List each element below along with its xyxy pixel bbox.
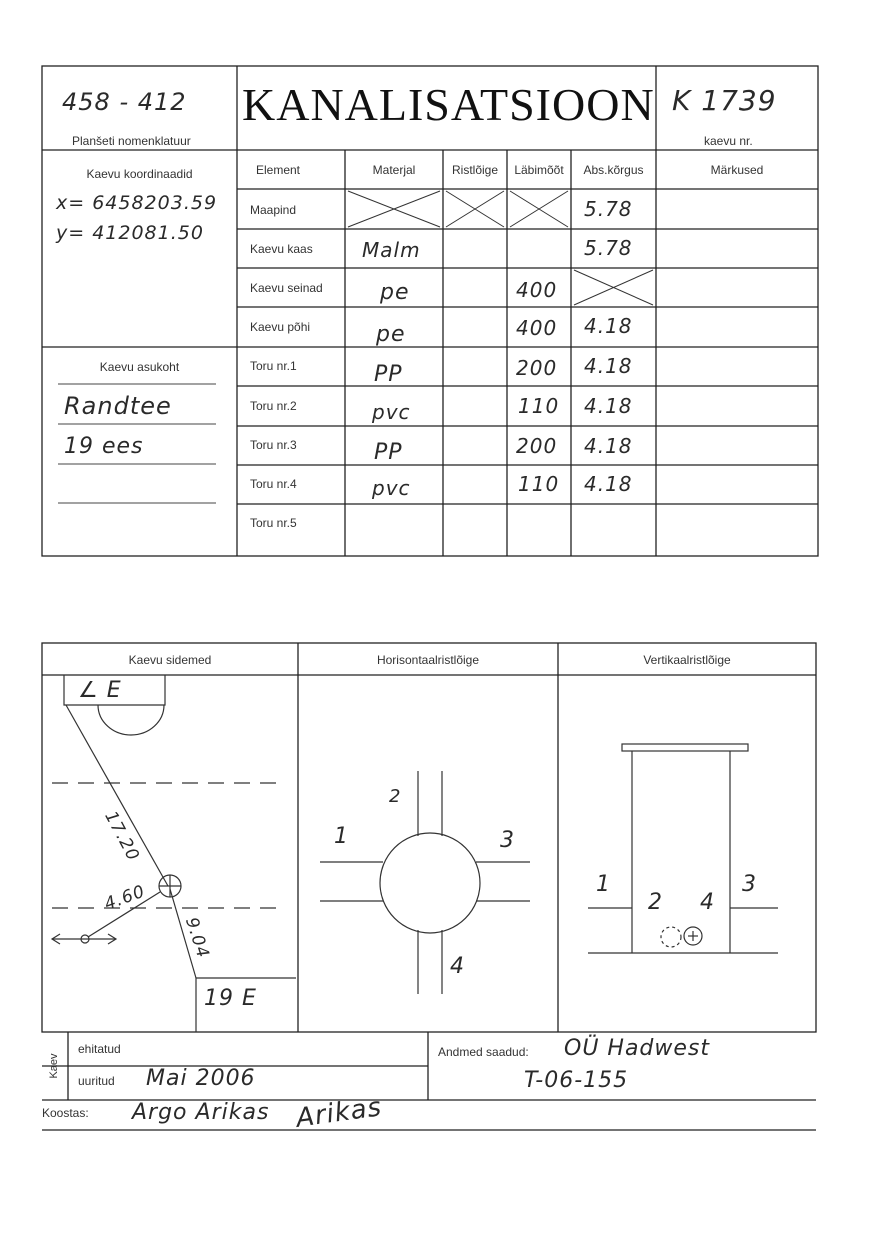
vertical-pipe-4: 4: [700, 890, 715, 915]
vertical-pipe-3: 3: [742, 872, 757, 897]
horizontal-pipe-3: 3: [500, 828, 515, 853]
row-element: Kaevu põhi: [250, 320, 311, 334]
row-height: 4.18: [584, 394, 633, 418]
location-label: Kaevu asukoht: [99, 360, 180, 374]
row-element: Maapind: [250, 203, 297, 217]
col-header-height: Abs.kõrgus: [583, 163, 644, 177]
page-title: KANALISATSIOON: [242, 79, 655, 130]
location-line-2: 19 ees: [64, 434, 144, 459]
row-element: Toru nr.5: [250, 516, 297, 530]
col-header-diameter: Läbimõõt: [514, 163, 564, 177]
data-source-reference: T-06-155: [524, 1068, 629, 1093]
sheet-number: 458 - 412: [62, 88, 187, 116]
coordinate-y: y= 412081.50: [56, 222, 204, 244]
row-diameter: 400: [516, 316, 558, 340]
vertical-pipe-1: 1: [596, 872, 611, 897]
author-value: Argo Arikas: [132, 1100, 270, 1125]
ties-distance-3: 9.04: [180, 915, 213, 961]
well-number: K 1739: [672, 84, 777, 117]
col-header-element: Element: [255, 163, 301, 177]
row-material: Malm: [362, 238, 421, 262]
col-header-cross-section: Ristlõige: [451, 163, 499, 177]
row-material: pe: [380, 280, 410, 305]
ties-bottom-lot: 19 E: [204, 986, 257, 1011]
row-height: 5.78: [584, 236, 633, 260]
ties-top-lot: ∠ E: [78, 678, 122, 703]
row-material: PP: [374, 362, 403, 387]
ties-label: Kaevu sidemed: [128, 653, 212, 667]
coordinate-x: x= 6458203.59: [56, 192, 218, 214]
row-diameter: 110: [518, 472, 560, 496]
row-element: Toru nr.3: [250, 438, 297, 452]
row-element: Toru nr.1: [250, 359, 297, 373]
signature: Arikas: [294, 1092, 384, 1134]
row-diameter: 200: [516, 356, 558, 380]
coordinates-label: Kaevu koordinaadid: [86, 167, 193, 181]
row-element: Kaevu seinad: [250, 281, 323, 295]
ties-distance-1: 17.20: [100, 808, 144, 865]
row-material: pe: [376, 322, 406, 347]
location-line-1: Randtee: [64, 392, 172, 420]
horizontal-pipe-2: 2: [389, 786, 402, 807]
row-diameter: 110: [518, 394, 560, 418]
row-height: 4.18: [584, 314, 633, 338]
surveyed-label: uuritud: [78, 1074, 115, 1088]
col-header-notes: Märkused: [710, 163, 764, 177]
ties-distance-2: 4.60: [101, 881, 149, 915]
vertical-pipe-2: 2: [648, 890, 663, 915]
data-source-label: Andmed saadud:: [438, 1045, 529, 1059]
row-material: pvc: [372, 476, 411, 500]
horizontal-pipe-1: 1: [334, 824, 349, 849]
well-side-label: Kaev: [48, 1053, 60, 1079]
surveyed-value: Mai 2006: [146, 1066, 256, 1091]
sheet-label: Planšeti nomenklatuur: [72, 134, 191, 148]
row-height: 4.18: [584, 354, 633, 378]
row-material: pvc: [372, 400, 411, 424]
row-diameter: 200: [516, 434, 558, 458]
horizontal-section-label: Horisontaalristlõige: [376, 653, 480, 667]
built-label: ehitatud: [78, 1042, 121, 1056]
row-height: 4.18: [584, 434, 633, 458]
row-element: Toru nr.2: [250, 399, 297, 413]
row-height: 5.78: [584, 197, 633, 221]
row-element: Kaevu kaas: [250, 242, 313, 256]
col-header-material: Materjal: [372, 163, 416, 177]
vertical-section-label: Vertikaalristlõige: [643, 653, 731, 667]
author-label: Koostas:: [42, 1106, 89, 1120]
row-element: Toru nr.4: [250, 477, 297, 491]
row-diameter: 400: [516, 278, 558, 302]
row-height: 4.18: [584, 472, 633, 496]
data-source-value: OÜ Hadwest: [564, 1036, 711, 1061]
well-label: kaevu nr.: [704, 134, 753, 148]
horizontal-pipe-4: 4: [450, 954, 465, 979]
row-material: PP: [374, 440, 403, 465]
